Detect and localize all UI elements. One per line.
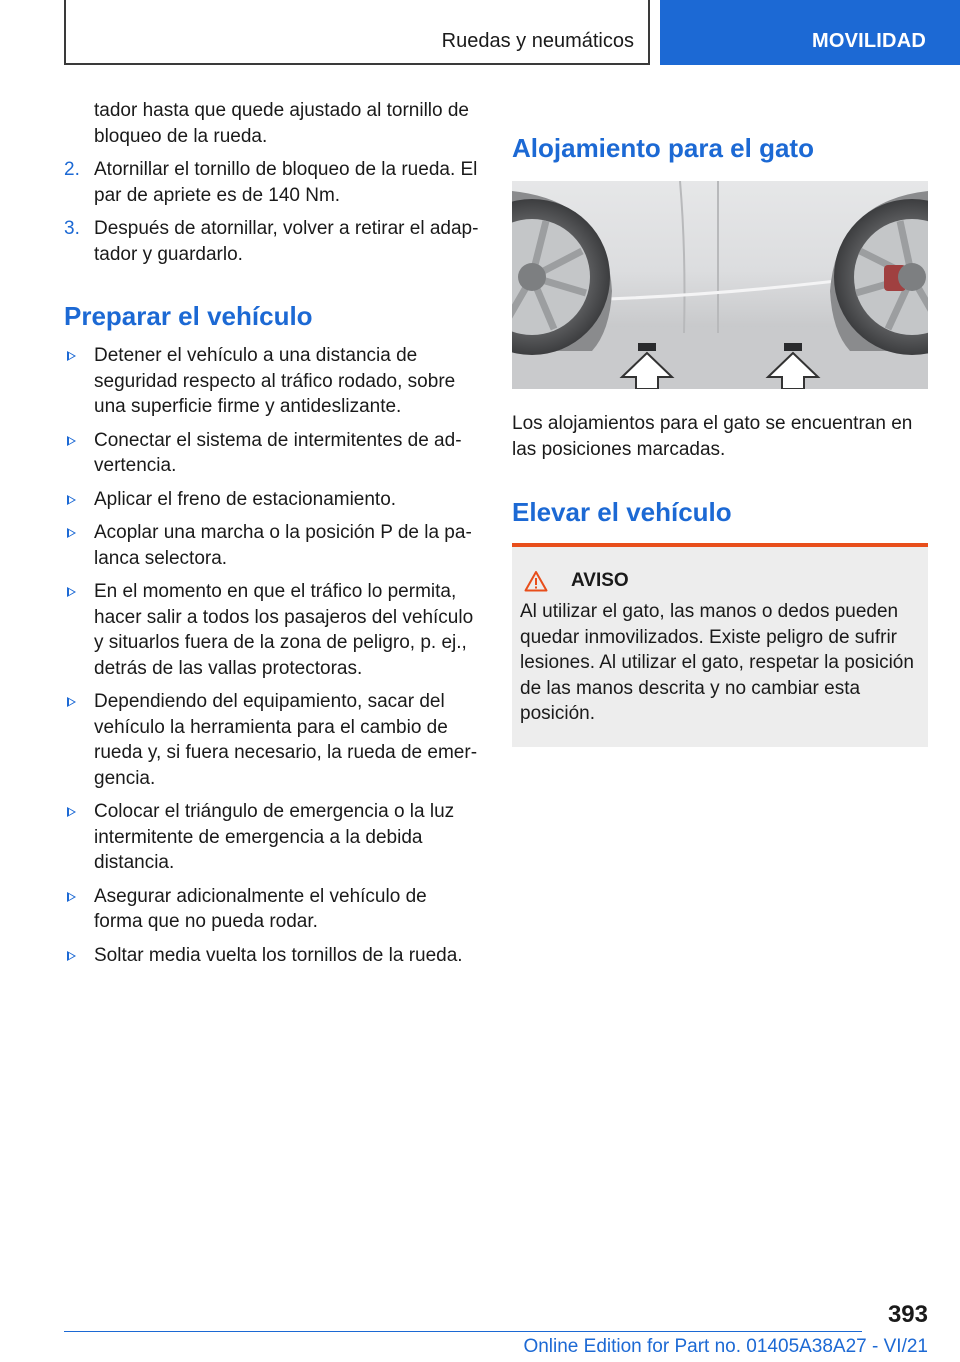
triangle-bullet-icon bbox=[67, 436, 76, 446]
list-item-text: Aplicar el freno de estacionamiento. bbox=[94, 488, 397, 510]
list-item bbox=[64, 943, 480, 969]
right-column bbox=[512, 98, 928, 747]
triangle-bullet-icon bbox=[67, 807, 76, 817]
section-title-jack-points: Alojamiento para el gato bbox=[512, 133, 814, 163]
warning-box bbox=[512, 543, 928, 747]
header-section-title: Ruedas y neumáticos bbox=[441, 30, 634, 52]
warning-text: Al utilizar el gato, las manos o dedos pueden quedar inmovilizados. Existe peligro de sufrir lesiones. Al utilizar el gato, respetar la posición de las manos descrita y no cambiar esta posición. bbox=[520, 601, 914, 724]
triangle-bullet-icon bbox=[67, 892, 76, 902]
page-number: 393 bbox=[887, 1301, 928, 1328]
header-chapter-tab[interactable] bbox=[660, 0, 960, 65]
section-title-prepare-vehicle: Preparar el vehículo bbox=[64, 301, 313, 331]
list-item bbox=[64, 343, 480, 420]
list-item-text: En el momento en que el tráfico lo permita, hacer salir a todos los pasajeros del vehículo y situarlos fuera de la zona de peligro, p. ej., detrás de las vallas protectoras. bbox=[94, 581, 474, 679]
list-item bbox=[64, 579, 480, 681]
jack-points-photo bbox=[512, 181, 928, 389]
jack-points-illustration bbox=[512, 181, 928, 389]
step-item bbox=[64, 216, 480, 267]
triangle-bullet-icon bbox=[67, 351, 76, 361]
header-section-tab bbox=[64, 0, 650, 65]
step-number: 2. bbox=[64, 159, 80, 180]
footer-divider bbox=[64, 1331, 862, 1332]
warning-triangle-icon bbox=[524, 570, 548, 592]
prepare-vehicle-list bbox=[64, 343, 480, 968]
left-column bbox=[64, 98, 480, 976]
list-item bbox=[64, 884, 480, 935]
steps-list bbox=[64, 157, 480, 267]
list-item bbox=[64, 428, 480, 479]
list-item-text: Conectar el sistema de intermitentes de advertencia. bbox=[94, 429, 462, 476]
step-text: Después de atornillar, volver a retirar el adaptador y guardarlo. bbox=[94, 218, 479, 265]
list-item bbox=[64, 520, 480, 571]
step-text: Atornillar el tornillo de bloqueo de la rueda. El par de apriete es de 140 Nm. bbox=[94, 159, 478, 206]
list-item bbox=[64, 689, 480, 791]
triangle-bullet-icon bbox=[67, 495, 76, 505]
list-item-text: Colocar el triángulo de emergencia o la luz intermitente de emergencia a la debida distancia. bbox=[94, 801, 455, 873]
list-item bbox=[64, 487, 480, 513]
step-item bbox=[64, 157, 480, 208]
list-item-text: Acoplar una marcha o la posición P de la palanca selectora. bbox=[94, 522, 472, 569]
triangle-bullet-icon bbox=[67, 528, 76, 538]
continued-paragraph: tador hasta que quede ajustado al tornillo de bloqueo de la rueda. bbox=[94, 100, 469, 147]
list-item-text: Soltar media vuelta los tornillos de la rueda. bbox=[94, 944, 463, 966]
triangle-bullet-icon bbox=[67, 587, 76, 597]
list-item-text: Detener el vehículo a una distancia de seguridad respecto al tráfico rodado, sobre una superficie firme y antideslizante. bbox=[94, 345, 456, 417]
photo-caption: Los alojamientos para el gato se encuentran en las posiciones marcadas. bbox=[512, 413, 913, 460]
step-number: 3. bbox=[64, 218, 80, 239]
list-item-text: Asegurar adicionalmente el vehículo de forma que no pueda rodar. bbox=[94, 885, 427, 932]
triangle-bullet-icon bbox=[67, 951, 76, 961]
warning-header bbox=[524, 569, 920, 593]
footer-edition-link[interactable]: Online Edition for Part no. 01405A38A27 - VI/21 bbox=[523, 1336, 928, 1357]
header-chapter-title: MOVILIDAD bbox=[811, 30, 926, 52]
triangle-bullet-icon bbox=[67, 697, 76, 707]
list-item bbox=[64, 799, 480, 876]
list-item-text: Dependiendo del equipamiento, sacar del vehículo la herramienta para el cambio de rueda y, si fuera necesario, la rueda de emergencia. bbox=[94, 691, 478, 789]
warning-label: AVISO bbox=[571, 570, 629, 591]
section-title-lift-vehicle: Elevar el vehículo bbox=[512, 497, 732, 527]
